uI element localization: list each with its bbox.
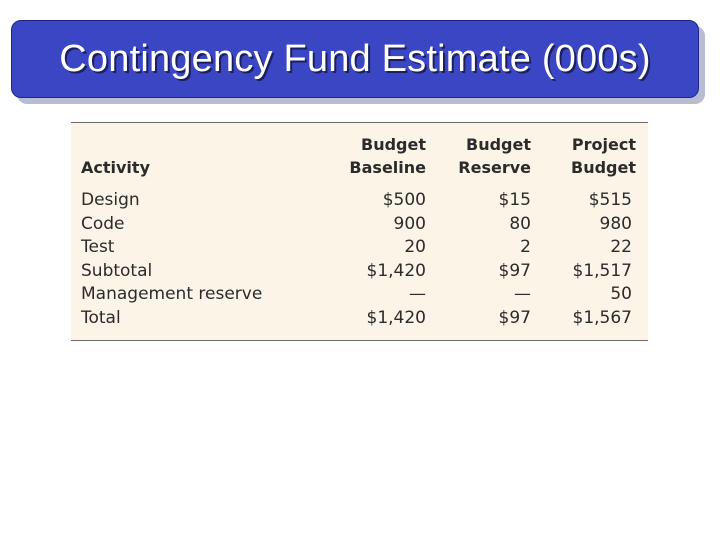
column-header-budget-reserve xyxy=(436,123,556,187)
cell-budget-baseline: $500 xyxy=(382,190,426,210)
cell-activity: Code xyxy=(81,213,125,234)
cell-budget-baseline: 900 xyxy=(393,213,426,234)
cell-project-budget: 980 xyxy=(599,213,632,234)
cell-budget-baseline: $1,420 xyxy=(366,260,426,281)
cell-activity: Design xyxy=(81,190,140,210)
cell-project-budget: 50 xyxy=(610,284,632,304)
cell-project-budget: 22 xyxy=(610,237,632,257)
table-row xyxy=(71,236,648,260)
column-header-project-budget-line1: Project xyxy=(571,135,636,154)
table-row xyxy=(71,213,648,237)
column-header-budget-baseline xyxy=(303,123,436,187)
cell-budget-reserve: — xyxy=(514,284,531,304)
cell-project-budget: $1,517 xyxy=(572,260,632,281)
cell-activity: Test xyxy=(81,237,115,257)
cell-project-budget: $1,567 xyxy=(572,307,632,328)
title-banner xyxy=(11,20,699,98)
cell-budget-reserve: $97 xyxy=(498,260,531,281)
table-row xyxy=(71,260,648,284)
column-header-activity-label: Activity xyxy=(81,158,150,177)
table-row xyxy=(71,187,648,213)
cell-budget-baseline: — xyxy=(409,284,426,304)
column-header-budget-baseline-line1: Budget xyxy=(361,135,426,154)
cell-activity: Subtotal xyxy=(81,260,153,281)
contingency-table xyxy=(71,123,648,330)
column-header-project-budget xyxy=(556,123,648,187)
cell-budget-reserve: $15 xyxy=(498,190,531,210)
cell-budget-reserve: 2 xyxy=(520,237,531,257)
table-row xyxy=(71,307,648,331)
cell-activity: Total xyxy=(81,307,121,328)
cell-budget-baseline: 20 xyxy=(404,237,426,257)
cell-project-budget: $515 xyxy=(588,190,632,210)
cell-budget-baseline: $1,420 xyxy=(366,307,426,328)
column-header-project-budget-line2: Budget xyxy=(571,158,636,177)
table-row xyxy=(71,283,648,307)
column-header-budget-baseline-line2: Baseline xyxy=(349,158,426,177)
contingency-table-panel xyxy=(71,122,648,341)
cell-budget-reserve: $97 xyxy=(498,307,531,328)
column-header-budget-reserve-line2: Reserve xyxy=(458,158,531,177)
table-header-row xyxy=(71,123,648,187)
column-header-activity xyxy=(71,123,303,187)
cell-budget-reserve: 80 xyxy=(509,213,531,234)
slide-title: Contingency Fund Estimate (000s) xyxy=(59,37,651,80)
cell-activity: Management reserve xyxy=(81,284,263,304)
column-header-budget-reserve-line1: Budget xyxy=(466,135,531,154)
